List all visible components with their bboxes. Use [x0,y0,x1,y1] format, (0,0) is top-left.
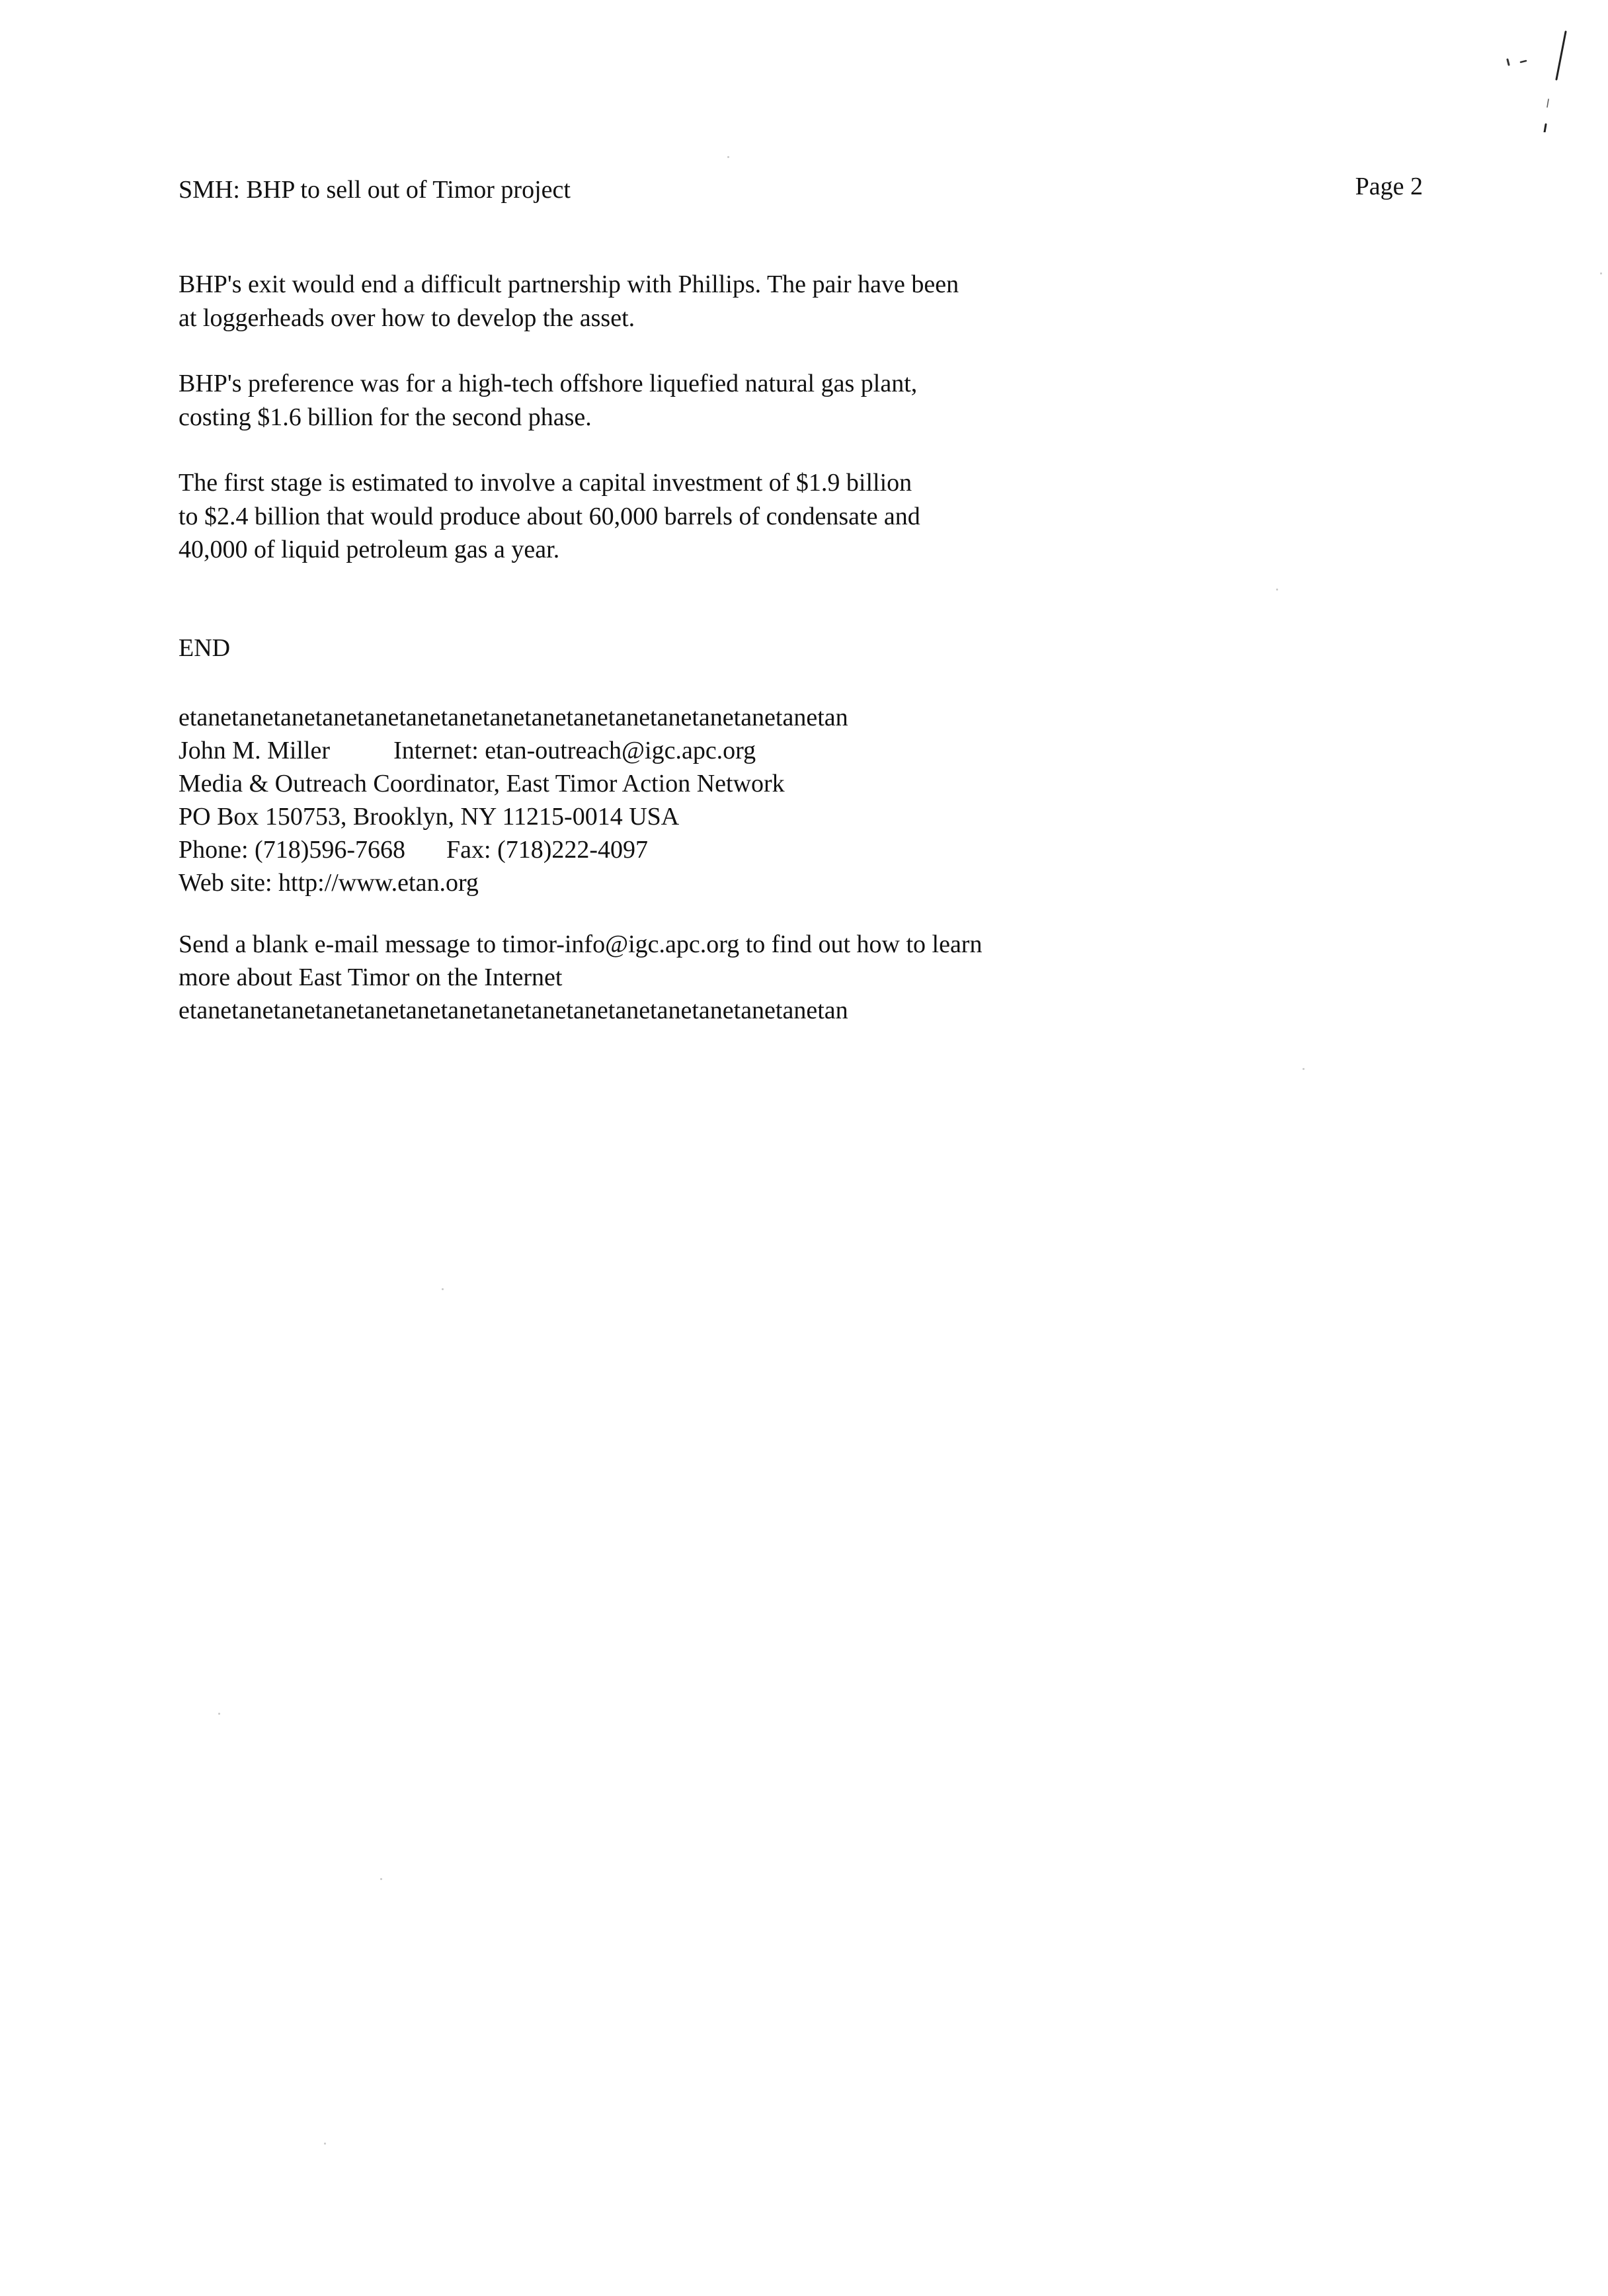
contact-name: John M. Miller [179,737,331,764]
document-title: SMH: BHP to sell out of Timor project [179,176,571,204]
separator-top: etanetanetanetanetanetanetanetanetanetanetanetanetanetanetanetan [179,704,848,731]
scan-speck [380,1878,382,1880]
contact-internet: Internet: etan-outreach@igc.apc.org [393,737,756,764]
handwritten-mark-icon [1488,26,1580,132]
signature-block [179,701,1170,899]
footer-line-2: more about East Timor on the Internet [179,964,563,991]
scan-speck [1303,1068,1305,1070]
contact-phone: Phone: (718)596-7668 [179,836,406,864]
scan-speck [1276,589,1278,591]
phone-fax-row [179,833,1170,866]
scan-speck [1600,272,1602,274]
scan-speck [218,1713,220,1715]
footer-note [179,928,1170,1027]
paragraph-3: The first stage is estimated to involve a capital investment of $1.9 billion to $2.4 billion that would produce about 60,000 barrels of condensate and 40,000 of liquid petroleum gas a year. [179,469,920,563]
paragraph-1: BHP's exit would end a difficult partnership with Phillips. The pair have been at loggerheads over how to develop the asset. [179,270,959,332]
contact-fax: Fax: (718)222-4097 [446,836,649,864]
contact-website: Web site: http://www.etan.org [179,869,479,897]
footer-line-1: Send a blank e-mail message to timor-info@igc.apc.org to find out how to learn [179,930,983,958]
name-internet-row [179,734,1170,767]
scan-speck [727,156,729,158]
paragraph-2: BHP's preference was for a high-tech offshore liquefied natural gas plant, costing $1.6 billion for the second phase. [179,370,918,431]
contact-role: Media & Outreach Coordinator, East Timor Action Network [179,770,785,798]
scan-speck [442,1288,444,1290]
contact-address: PO Box 150753, Brooklyn, NY 11215-0014 USA [179,803,680,831]
end-marker: END [179,634,231,662]
page-number: Page 2 [1355,173,1423,200]
separator-bottom: etanetanetanetanetanetanetanetanetanetanetanetanetanetanetanetan [179,997,848,1024]
scan-speck [324,2143,326,2145]
